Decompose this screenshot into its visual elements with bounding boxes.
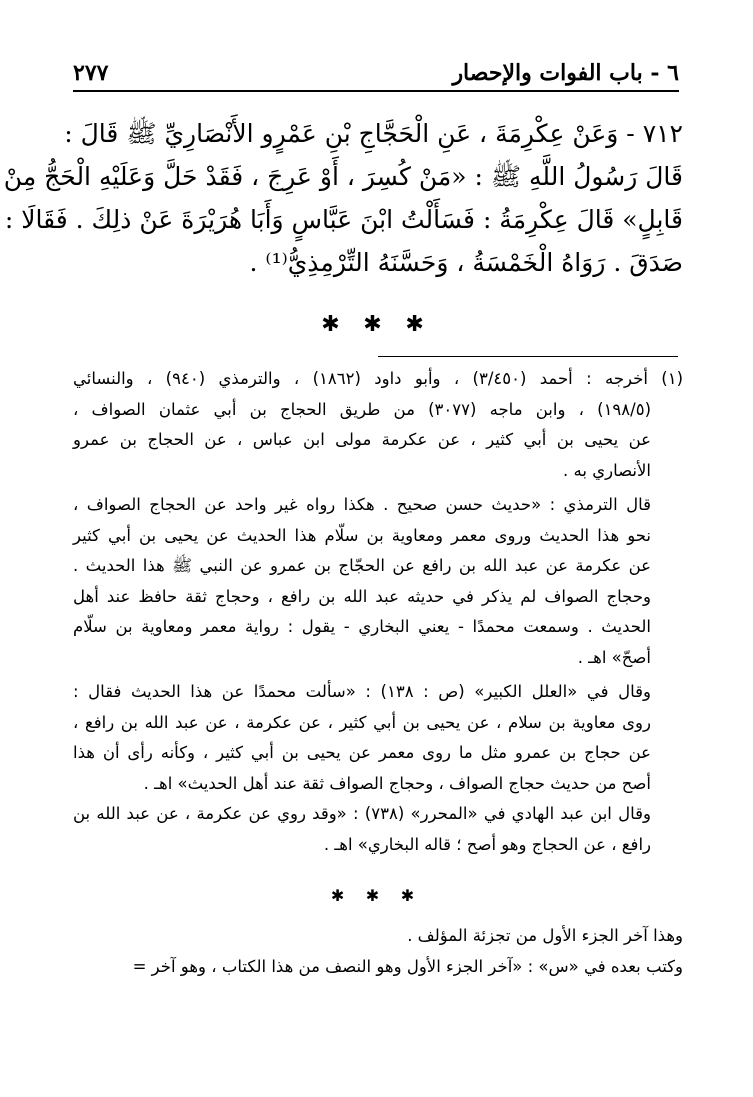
page-header: [73, 58, 679, 88]
footnote-line: وقال ابن عبد الهادي في «المحرر» (٧٣٨) : «وقد روي عن عكرمة ، عن عبد الله بن: [73, 804, 651, 823]
footnote-line: (١) أخرجه : أحمد (٣/٤٥٠) ، وأبو داود (١٨٦٢) ، والترمذي (٩٤٠) ، والنسائي: [73, 369, 683, 388]
page-number: ٢٧٧: [73, 60, 109, 86]
footnote-line: عن يحيى بن أبي كثير ، عن عكرمة مولى ابن عباس ، عن الحجاج بن عمرو: [73, 430, 651, 449]
hadith-line: ٧١٢ - وَعَنْ عِكْرِمَةَ ، عَنِ الْحَجَّاجِ بْنِ عَمْرٍو الأَنْصَارِيِّ ﷺ قَالَ :: [64, 119, 683, 148]
footnote-line: وحجاج الصواف لم يذكر في حديثه عبد الله بن رافع ، وحجاج ثقة حافظ عند أهل: [73, 586, 651, 606]
closing-line: وهذا آخر الجزء الأول من تجزئة المؤلف .: [407, 926, 683, 945]
footnote-line: الحديث . وسمعت محمدًا - يعني البخاري - يقول : رواية معمر ومعاوية بن سلّام: [73, 617, 651, 636]
closing-notes: [73, 920, 683, 982]
footnote-separator: ✱ ✱ ✱: [330, 886, 423, 905]
footnotes: [73, 364, 683, 860]
footnote-line: (١٩٨/٥) ، وابن ماجه (٣٠٧٧) من طريق الحجاج بن أبي عثمان الصواف ،: [73, 399, 652, 419]
hadith-line: قَابِلٍ» قَالَ عِكْرِمَةُ : فَسَأَلْتُ ابْنَ عَبَّاسٍ وَأَبَا هُرَيْرَةَ عَنْ ذلِكَ . فَقَالَا :: [4, 205, 683, 234]
section-separator: ✱ ✱ ✱: [321, 312, 432, 337]
footnote-line: أصح من حديث حجاج الصواف ، وحجاج الصواف ثقة عند أهل الحديث» اهـ .: [143, 773, 651, 793]
chapter-title: ٦ - باب الفوات والإحصار: [452, 60, 679, 86]
footnote-line: وقال في «العلل الكبير» (ص : ١٣٨) : «سألت محمدًا عن هذا الحديث فقال :: [73, 682, 651, 701]
header-divider: [73, 90, 679, 92]
closing-line: وكتب بعده في «س» : «آخر الجزء الأول وهو النصف من هذا الكتاب ، وهو آخر =: [132, 957, 683, 976]
footnote-line: قال الترمذي : «حديث حسن صحيح . هكذا رواه غير واحد عن الحجاج الصواف ،: [73, 495, 651, 514]
hadith-line: قَالَ رَسُولُ اللَّهِ ﷺ : «مَنْ كُسِرَ ، أَوْ عَرِجَ ، فَقَدْ حَلَّ وَعَلَيْهِ الْحَجُّ مِنْ: [3, 162, 683, 191]
footnote-line: عن حجاج بن عمرو مثل ما روى معمر عن يحيى بن أبي كثير ، وكأنه رأى أن هذا: [73, 743, 651, 762]
footnote-divider: [378, 356, 678, 357]
hadith-line: صَدَقَ . رَوَاهُ الْخَمْسَةُ ، وَحَسَّنَهُ التِّرْمِذِيُّ⁽¹⁾ .: [249, 248, 683, 277]
footnote-line: رافع ، عن الحجاج وهو أصح ؛ قاله البخاري» اهـ .: [323, 834, 651, 854]
footnote-line: الأنصاري به .: [563, 460, 651, 480]
footnote-line: عن عكرمة عن عبد الله بن رافع عن الحجّاج بن عمرو عن النبي ﷺ هذا الحديث .: [73, 556, 651, 575]
hadith-text: [3, 112, 683, 284]
footnote-line: نحو هذا الحديث وروى معمر ومعاوية بن سلّام هذا الحديث عن يحيى بن أبي كثير: [73, 525, 651, 545]
footnote-line: روى معاوية بن سلام ، عن يحيى بن أبي كثير ، عن عكرمة ، عن عبد الله بن رافع ،: [73, 712, 651, 732]
footnote-line: أصحّ» اهـ .: [577, 647, 651, 667]
